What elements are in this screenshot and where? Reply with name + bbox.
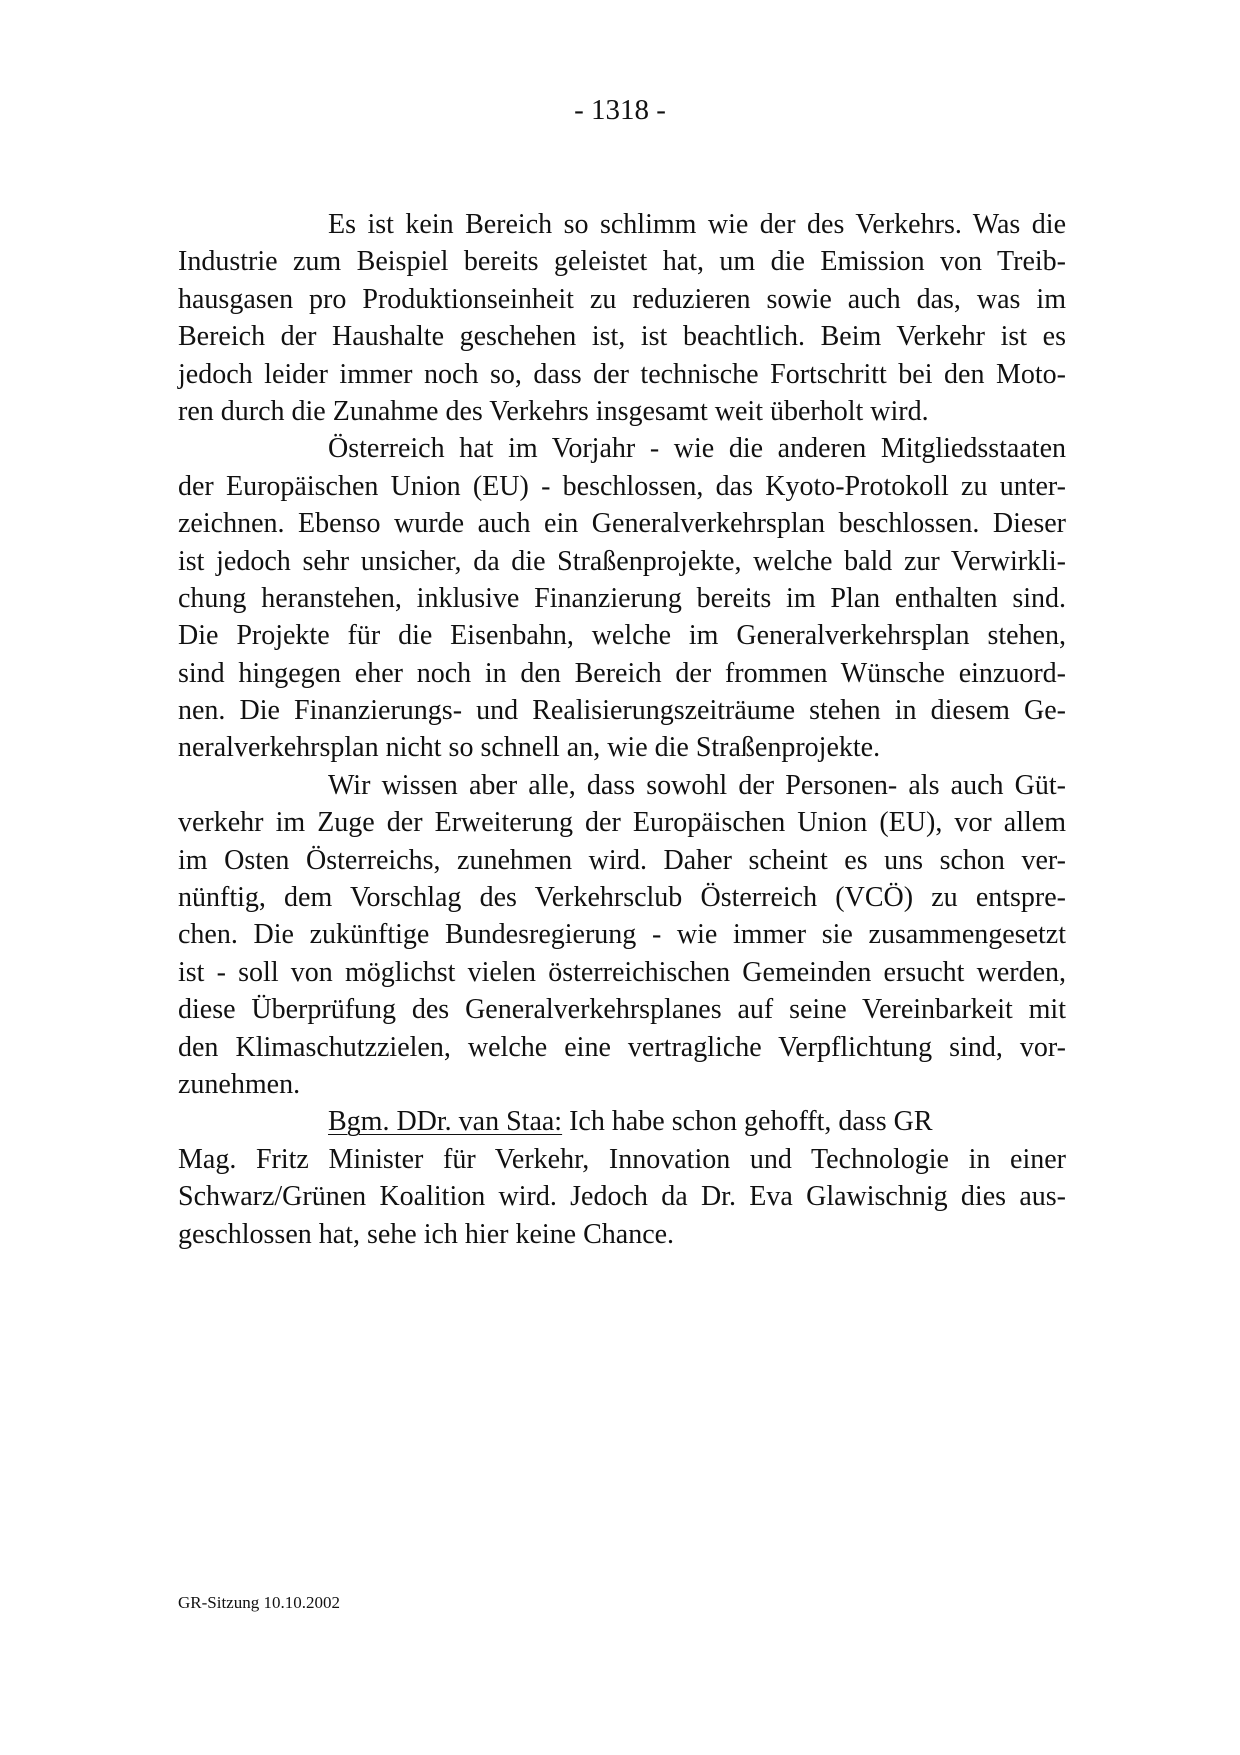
text-line: Österreich hat im Vorjahr - wie die anderen Mitgliedsstaaten	[328, 433, 1066, 465]
text-line: zunehmen.	[178, 1068, 301, 1100]
text-line: Bereich der Haushalte geschehen ist, ist beachtlich. Beim Verkehr ist es	[178, 321, 1066, 353]
speech-text: Ich habe schon gehofft, dass GR	[562, 1106, 933, 1138]
text-line: jedoch leider immer noch so, dass der technische Fortschritt bei den Moto-	[178, 358, 1066, 390]
text-line: ist jedoch sehr unsicher, da die Straßenprojekte, welche bald zur Verwirkli-	[178, 545, 1066, 577]
speech-paragraph	[178, 1103, 1066, 1253]
text-line: im Osten Österreichs, zunehmen wird. Daher scheint es uns schon ver-	[178, 844, 1066, 876]
text-line: hausgasen pro Produktionseinheit zu reduzieren sowie auch das, was im	[178, 283, 1066, 315]
paragraph-1	[178, 206, 1066, 430]
text-line: Schwarz/Grünen Koalition wird. Jedoch da Dr. Eva Glawischnig dies aus-	[178, 1181, 1066, 1213]
text-line: ist - soll von möglichst vielen österreichischen Gemeinden ersucht werden,	[178, 956, 1066, 988]
paragraph-3	[178, 767, 1066, 1104]
text-line: diese Überprüfung des Generalverkehrsplanes auf seine Vereinbarkeit mit	[178, 994, 1066, 1026]
body-text	[178, 206, 1066, 1253]
text-line: verkehr im Zuge der Erweiterung der Europäischen Union (EU), vor allem	[178, 807, 1066, 839]
text-line: neralverkehrsplan nicht so schnell an, wie die Straßenprojekte.	[178, 732, 881, 764]
text-line: nünftig, dem Vorschlag des Verkehrsclub Österreich (VCÖ) zu entspre-	[178, 882, 1066, 914]
text-line: Die Projekte für die Eisenbahn, welche im Generalverkehrsplan stehen,	[178, 620, 1066, 652]
text-line: chung heranstehen, inklusive Finanzierung bereits im Plan enthalten sind.	[178, 582, 1066, 614]
text-line: den Klimaschutzzielen, welche eine vertragliche Verpflichtung sind, vor-	[178, 1031, 1066, 1063]
page-number: - 1318 -	[574, 94, 666, 126]
text-line: ren durch die Zunahme des Verkehrs insgesamt weit überholt wird.	[178, 395, 929, 427]
speaker-name: Bgm. DDr. van Staa:	[328, 1106, 563, 1138]
text-line: chen. Die zukünftige Bundesregierung - wie immer sie zusammengesetzt	[178, 919, 1066, 951]
text-line: Industrie zum Beispiel bereits geleistet hat, um die Emission von Treib-	[178, 246, 1066, 278]
text-line: der Europäischen Union (EU) - beschlossen, das Kyoto-Protokoll zu unter-	[178, 470, 1066, 502]
text-line: Es ist kein Bereich so schlimm wie der des Verkehrs. Was die	[328, 209, 1066, 240]
text-line: Mag. Fritz Minister für Verkehr, Innovation und Technologie in einer	[178, 1143, 1066, 1175]
text-line: Wir wissen aber alle, dass sowohl der Personen- als auch Güt-	[328, 769, 1066, 801]
text-line: nen. Die Finanzierungs- und Realisierungszeiträume stehen in diesem Ge-	[178, 695, 1066, 727]
footer-session-date: GR-Sitzung 10.10.2002	[178, 1593, 340, 1612]
paragraph-2	[178, 430, 1066, 767]
speech-first-line	[178, 1103, 1066, 1140]
text-line: zeichnen. Ebenso wurde auch ein Generalverkehrsplan beschlossen. Dieser	[178, 508, 1066, 540]
text-line: geschlossen hat, sehe ich hier keine Chance.	[178, 1218, 675, 1250]
text-line: sind hingegen eher noch in den Bereich der frommen Wünsche einzuord-	[178, 657, 1066, 689]
